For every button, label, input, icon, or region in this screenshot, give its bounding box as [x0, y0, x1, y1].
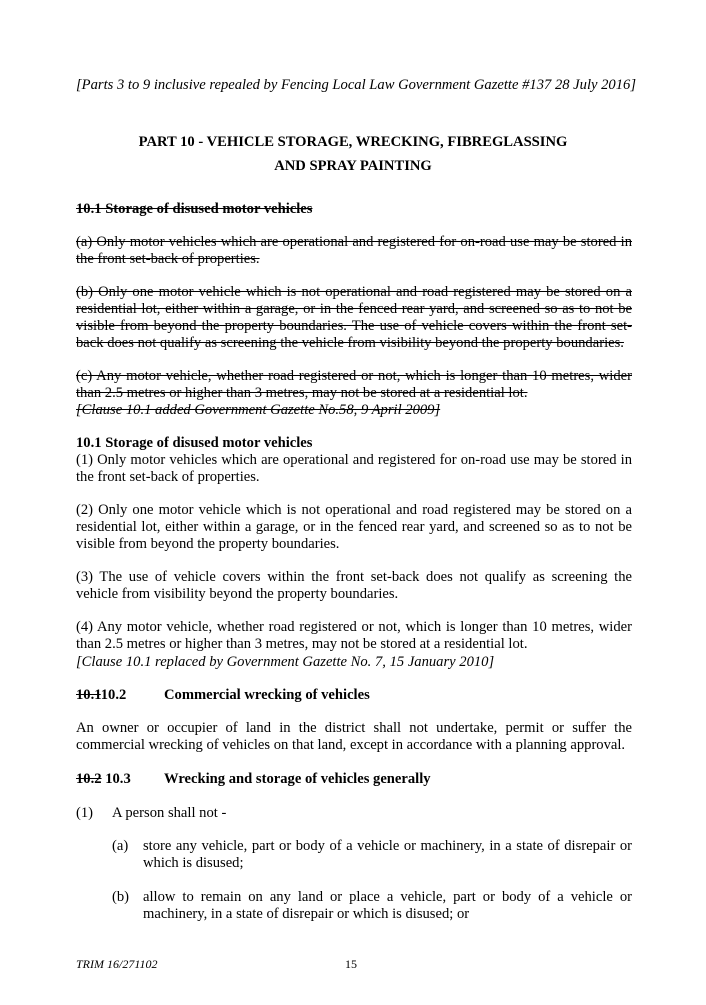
- new-clause-item-1: (1) Only motor vehicles which are operational and registered for on-road use may be stored in the front set-back of properties.: [76, 452, 632, 485]
- old-clause-item-c: (c) Any motor vehicle, whether road registered or not, which is longer than 10 metres, wider than 2.5 metres or higher than 3 metres, may not be stored at a residential lot.: [76, 368, 632, 401]
- old-clause-item-b: (b) Only one motor vehicle which is not operational and road registered may be stored on a residential lot, either within a garage, or in the fenced rear yard, and screened so as to not be visible from beyond the property boundaries. The use of vehicle covers within the front set-back does not qualify as screening the vehicle from visibility beyond the property boundaries.: [76, 284, 632, 351]
- part-title-line1: PART 10 - VEHICLE STORAGE, WRECKING, FIBREGLASSING: [138, 134, 568, 150]
- subitem-b-text: allow to remain on any land or place a vehicle, part or body of a vehicle or machinery, in a state of disrepair or which is disused; or: [143, 889, 632, 922]
- old-clause-heading: 10.1 Storage of disused motor vehicles: [76, 201, 313, 217]
- section-10-2-heading: [76, 687, 126, 704]
- old-clause-note: [Clause 10.1 added Government Gazette No.58, 9 April 2009]: [76, 402, 441, 418]
- section-10-2-title: Commercial wrecking of vehicles: [164, 687, 370, 703]
- section-10-2-old-number: 10.1: [76, 687, 101, 703]
- section-10-2-body: An owner or occupier of land in the district shall not undertake, permit or suffer the commercial wrecking of vehicles on that land, except in accordance with a planning approval.: [76, 720, 632, 753]
- new-clause-note: [Clause 10.1 replaced by Government Gazette No. 7, 15 January 2010]: [76, 654, 495, 670]
- new-clause-heading: 10.1 Storage of disused motor vehicles: [76, 435, 313, 451]
- new-clause-item-2: (2) Only one motor vehicle which is not operational and road registered may be stored on a residential lot, either within a garage, or in the fenced rear yard, and screened so as to not be visible from beyond the property boundaries.: [76, 502, 632, 552]
- subitem-a-label: (a): [112, 838, 129, 854]
- section-10-3-old-number: 10.2: [76, 771, 102, 787]
- subitem-b-label: (b): [112, 889, 130, 905]
- new-clause-item-3: (3) The use of vehicle covers within the front set-back does not qualify as screening the vehicle from visibility beyond the property boundaries.: [76, 569, 632, 602]
- footer-trim-reference: TRIM 16/271102: [76, 957, 158, 971]
- section-10-3-title: Wrecking and storage of vehicles generally: [164, 771, 431, 787]
- section-10-3-heading: [76, 771, 131, 788]
- new-clause-item-4: (4) Any motor vehicle, whether road registered or not, which is longer than 10 metres, wider than 2.5 metres or higher than 3 metres, may not be stored at a residential lot.: [76, 619, 632, 652]
- section-10-3-number: 10.3: [105, 771, 131, 787]
- repeal-note: [Parts 3 to 9 inclusive repealed by Fencing Local Law Government Gazette #137 28 July 2016]: [76, 77, 637, 93]
- item-1-text: A person shall not -: [112, 805, 227, 821]
- item-1-number: (1): [76, 805, 94, 821]
- footer-page-number: 15: [345, 957, 357, 971]
- section-10-2-number: 10.2: [100, 687, 127, 703]
- part-title-line2: AND SPRAY PAINTING: [274, 158, 432, 174]
- old-clause-item-a: (a) Only motor vehicles which are operational and registered for on-road use may be stored in the front set-back of properties.: [76, 234, 632, 267]
- subitem-a-text: store any vehicle, part or body of a vehicle or machinery, in a state of disrepair or which is disused;: [143, 838, 632, 871]
